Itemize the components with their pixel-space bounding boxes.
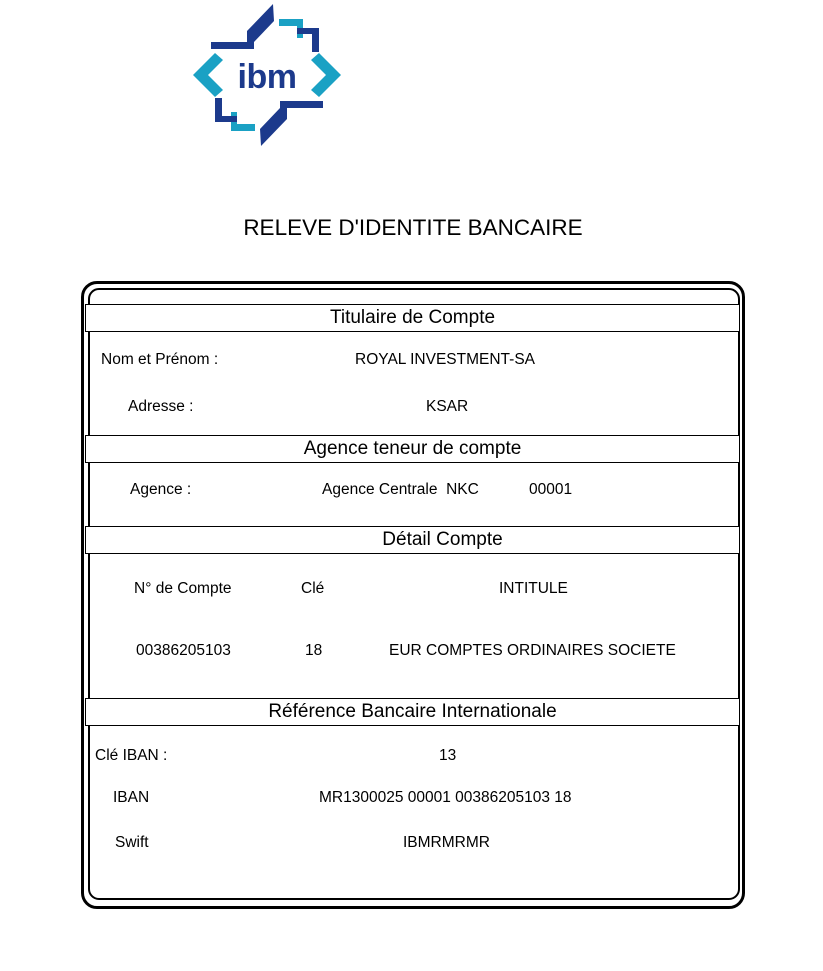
account-key-header: Clé [301, 580, 325, 597]
section-header-holder [85, 304, 740, 332]
account-key: 18 [305, 642, 323, 659]
name-label: Nom et Prénom : [101, 351, 219, 368]
account-title-header: INTITULE [499, 580, 568, 597]
document-title: RELEVE D'IDENTITE BANCAIRE [243, 215, 583, 240]
section-title: Détail Compte [382, 529, 503, 550]
account-number: 00386205103 [136, 642, 231, 659]
section-title: Agence teneur de compte [303, 438, 522, 459]
address-label: Adresse : [128, 398, 194, 415]
account-number-header: N° de Compte [134, 580, 232, 597]
iban-value: MR1300025 00001 00386205103 18 [319, 789, 572, 806]
section-header-international [85, 698, 740, 726]
agency-code: 00001 [529, 481, 573, 498]
section-header-agency [85, 435, 740, 463]
bank-logo [193, 2, 341, 148]
swift-value: IBMRMRMR [403, 834, 490, 851]
iban-key-label: Clé IBAN : [95, 747, 168, 764]
agency-label: Agence : [130, 481, 192, 498]
section-title: Titulaire de Compte [329, 307, 496, 328]
iban-label: IBAN [113, 789, 150, 806]
swift-label: Swift [115, 834, 149, 851]
name-value: ROYAL INVESTMENT-SA [355, 351, 536, 368]
section-header-account [85, 526, 740, 554]
iban-key-value: 13 [439, 747, 457, 764]
account-title: EUR COMPTES ORDINAIRES SOCIETE [389, 642, 676, 659]
logo-text: ibm [237, 58, 297, 96]
agency-name: Agence Centrale NKC [322, 481, 479, 498]
section-title: Référence Bancaire Internationale [268, 701, 557, 722]
address-value: KSAR [426, 398, 469, 415]
logo-wordmark [193, 58, 341, 97]
